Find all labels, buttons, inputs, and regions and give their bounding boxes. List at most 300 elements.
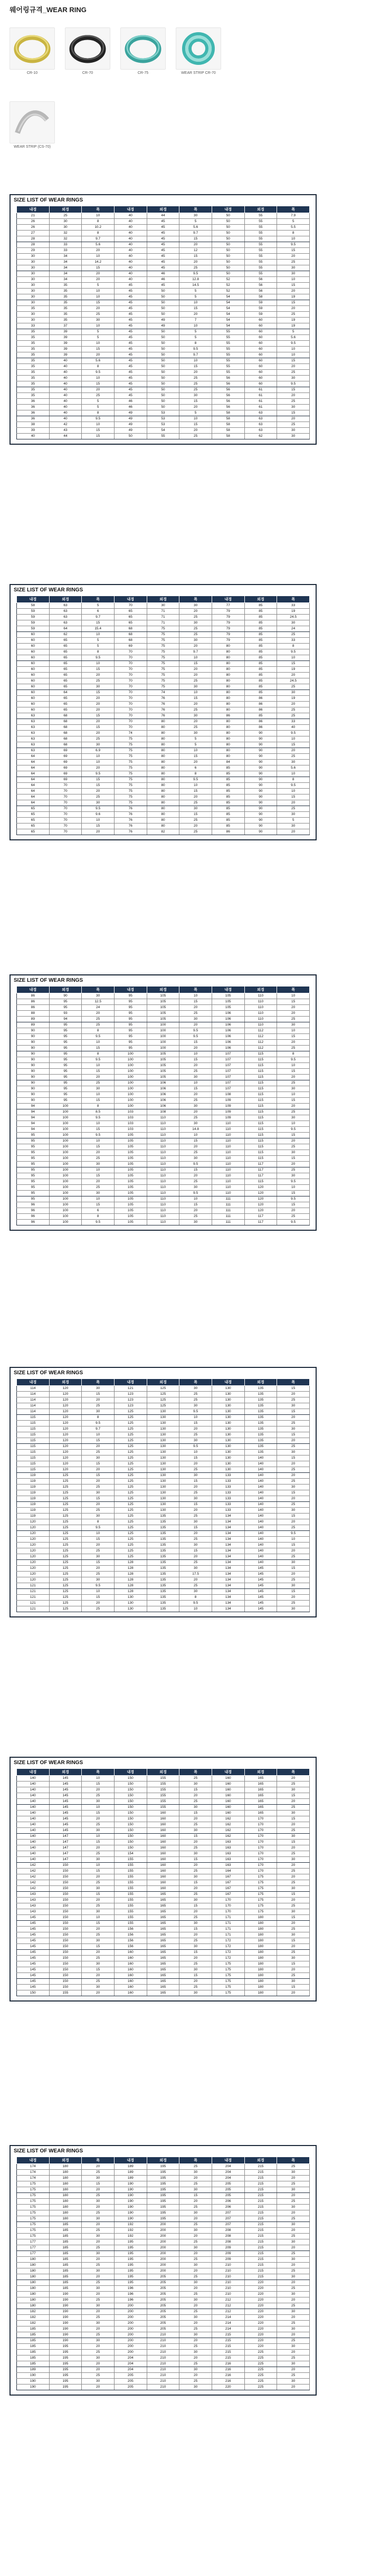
table-cell: 9.5 [82,1034,115,1040]
table-row [17,644,310,649]
table-row [17,1485,310,1490]
table-cell: 133 [212,1502,244,1508]
table-cell: 55 [244,271,277,277]
table-cell: 20 [277,1162,310,1167]
table-cell: 195 [49,2355,82,2361]
table-cell: 125 [114,1467,147,1473]
table-cell: 220 [244,2309,277,2315]
table-cell: 55 [212,341,244,347]
table-cell: 85 [244,667,277,673]
table-cell: 9.5 [179,1444,212,1450]
table-cell: 125 [49,1490,82,1496]
table-cell: 210 [212,2286,244,2292]
table-cell: 107 [212,1051,244,1057]
table-cell: 155 [147,1782,179,1787]
table-cell: 200 [147,2268,179,2274]
table-cell: 140 [244,1519,277,1525]
table-cell: 145 [49,1816,82,1822]
table-cell: 15 [179,1548,212,1554]
table-cell: 25 [277,2251,310,2257]
column-header: 외경 [49,987,82,993]
table-cell: 10 [277,1537,310,1543]
column-header: 내경 [114,1379,147,1386]
table-cell: 25 [277,2338,310,2344]
table-cell: 20 [179,1909,212,1915]
table-cell: 160 [147,1816,179,1822]
table-cell: 215 [244,2199,277,2205]
table-cell: 25 [179,1397,212,1403]
table-cell: 10 [179,1051,212,1057]
table-cell: 128 [114,1577,147,1583]
table-cell: 105 [114,1144,147,1150]
table-cell: 145 [17,1938,50,1944]
table-cell: 115 [244,1080,277,1086]
table-cell: 150 [114,1828,147,1834]
table-cell: 45 [147,254,179,260]
table-row [17,2332,310,2338]
table-cell: 209 [212,2245,244,2251]
header-row [17,987,310,993]
table-cell: 50 [147,294,179,300]
table-cell: 120 [49,1409,82,1415]
table-cell: 15 [82,1496,115,1502]
table-cell: 165 [147,1898,179,1903]
table-cell: 20 [82,829,115,835]
table-cell: 20 [179,260,212,265]
table-cell: 130 [212,1432,244,1438]
table-cell: 58 [212,434,244,439]
table-cell: 40 [114,248,147,254]
table-cell: 119 [17,1496,50,1502]
table-cell: 111 [212,1202,244,1208]
table-cell: 110 [147,1133,179,1138]
table-row [17,2373,310,2379]
table-cell: 163 [212,1857,244,1863]
table-row [17,1566,310,1572]
table-cell: 190 [49,2315,82,2321]
table-cell: 20 [277,254,310,260]
table-cell: 49 [114,416,147,422]
table-cell: 180 [17,2268,50,2274]
table-cell: 110 [212,1167,244,1173]
table-cell: 75 [147,684,179,690]
column-header: 폭 [82,2157,115,2164]
table-cell: 107 [212,1086,244,1092]
table-cell: 140 [244,1461,277,1467]
table-cell: 225 [244,2361,277,2367]
table-cell: 60 [244,381,277,387]
table-row [17,2274,310,2280]
table-row [17,626,310,632]
table-row [17,1537,310,1543]
table-cell: 30 [17,289,50,294]
table-cell: 90 [17,1098,50,1104]
table-row [17,2228,310,2234]
table-cell: 150 [49,1863,82,1869]
table-row [17,1069,310,1075]
table-row [17,1903,310,1909]
table-cell: 9.5 [82,771,115,777]
table-cell: 130 [147,1444,179,1450]
table-cell: 175 [17,2199,50,2205]
table-row [17,742,310,748]
table-cell: 25 [277,1109,310,1115]
table-cell: 15 [277,1432,310,1438]
table-row [17,2199,310,2205]
table-cell: 10 [179,993,212,999]
table-cell: 150 [49,1886,82,1892]
table-cell: 20 [179,702,212,707]
table-cell: 195 [114,2263,147,2268]
table-row [17,1606,310,1612]
table-cell: 200 [147,2251,179,2257]
table-cell: 20 [277,1415,310,1421]
table-cell: 170 [212,1898,244,1903]
table-cell: 150 [114,1834,147,1840]
table-cell: 20 [179,2338,212,2344]
table-row [17,823,310,829]
table-cell: 205 [212,2187,244,2193]
table-cell: 5 [82,644,115,649]
table-cell: 120 [17,1577,50,1583]
table-cell: 180 [17,2297,50,2303]
table-cell: 155 [114,1892,147,1898]
table-cell: 135 [147,1525,179,1531]
table-cell: 134 [212,1577,244,1583]
table-cell: 52 [212,277,244,283]
table-cell: 25 [277,2181,310,2187]
table-cell: 25 [82,2315,115,2321]
table-cell: 225 [244,2379,277,2385]
table-row [17,399,310,405]
table-cell: 30 [277,428,310,434]
table-cell: 61 [244,393,277,399]
table-cell: 143 [17,1898,50,1903]
table-cell: 125 [114,1508,147,1514]
table-cell: 180 [49,2205,82,2210]
table-cell: 130 [147,1496,179,1502]
table-cell: 125 [114,1485,147,1490]
table-cell: 180 [17,2257,50,2263]
table-cell: 95 [49,1086,82,1092]
table-cell: 30 [82,1554,115,1560]
table-cell: 133 [212,1479,244,1485]
table-cell: 134 [212,1566,244,1572]
table-cell: 25 [179,1214,212,1220]
table-cell: 75 [147,649,179,655]
table-cell: 19 [277,318,310,323]
table-cell: 145 [17,1927,50,1932]
table-cell: 95 [49,1022,82,1028]
table-cell: 100 [114,1092,147,1098]
table-row [17,329,310,335]
table-cell: 20 [82,2367,115,2373]
table-cell: 85 [212,823,244,829]
table-cell: 110 [147,1202,179,1208]
table-cell: 30 [82,2338,115,2344]
table-cell: 119 [17,1514,50,1519]
table-cell: 65 [114,609,147,615]
table-cell: 30 [277,1115,310,1121]
table-cell: 210 [147,2350,179,2355]
table-cell: 120 [17,1572,50,1577]
table-cell: 30 [179,1944,212,1950]
table-cell: 147 [49,1845,82,1851]
table-cell: 175 [212,1961,244,1967]
table-cell: 30 [179,2245,212,2251]
table-cell: 155 [114,1903,147,1909]
table-cell: 20 [179,644,212,649]
table-cell: 220 [244,2338,277,2344]
table-row [17,1799,310,1805]
table-cell: 205 [147,2280,179,2286]
table-cell: 25 [82,2193,115,2199]
table-cell: 30 [277,1834,310,1840]
table-cell: 53 [147,416,179,422]
table-cell: 215 [212,2344,244,2350]
table-cell: 115 [244,1092,277,1098]
table-cell: 140 [244,1485,277,1490]
table-cell: 12.8 [179,277,212,283]
table-row [17,1514,310,1519]
table-cell: 10 [82,754,115,760]
table-cell: 58 [244,294,277,300]
table-row [17,318,310,323]
table-cell: 15 [277,1514,310,1519]
table-cell: 59 [17,615,50,620]
table-cell: 206 [212,2205,244,2210]
table-cell: 35 [49,300,82,306]
table-cell: 10 [82,254,115,260]
table-cell: 5 [82,399,115,405]
table-cell: 170 [244,1857,277,1863]
table-cell: 105 [114,1138,147,1144]
table-cell: 50 [147,370,179,376]
table-cell: 63 [244,416,277,422]
table-cell: 160 [147,1822,179,1828]
table-cell: 90 [17,1075,50,1080]
table-cell: 140 [17,1851,50,1857]
table-cell: 15 [82,1392,115,1397]
table-cell: 225 [244,2350,277,2355]
table-cell: 205 [147,2326,179,2332]
table-row [17,1950,310,1956]
size-table-panel [9,2145,317,2396]
table-cell: 155 [147,1799,179,1805]
table-cell: 75 [114,771,147,777]
table-cell: 20 [277,1799,310,1805]
table-cell: 35 [17,352,50,358]
table-cell: 70 [49,800,82,806]
table-cell: 117 [244,1173,277,1179]
table-cell: 70 [49,812,82,818]
table-cell: 80 [147,783,179,789]
table-title: SIZE LIST OF WEAR RINGS [14,2148,83,2154]
table-cell: 65 [49,707,82,713]
table-cell: 170 [244,1816,277,1822]
table-cell: 135 [147,1566,179,1572]
table-cell: 76 [114,823,147,829]
table-cell: 20 [82,1898,115,1903]
table-cell: 180 [17,2292,50,2297]
table-cell: 20 [179,1863,212,1869]
table-cell: 165 [147,1961,179,1967]
table-row [17,1932,310,1938]
table-cell: 54 [212,294,244,300]
table-cell: 44 [49,434,82,439]
table-cell: 140 [17,1845,50,1851]
table-cell: 90 [17,1057,50,1063]
table-cell: 25 [277,260,310,265]
table-cell: 10 [179,323,212,329]
table-cell: 106 [147,1080,179,1086]
table-cell: 125 [49,1473,82,1479]
table-cell: 145 [17,1985,50,1990]
table-cell: 25 [179,615,212,620]
table-cell: 115 [244,1051,277,1057]
table-cell: 56 [212,393,244,399]
table-cell: 95 [49,1069,82,1075]
table-cell: 40 [49,405,82,410]
table-cell: 110 [147,1167,179,1173]
table-cell: 30 [277,760,310,765]
table-cell: 25 [82,794,115,800]
table-row [17,1979,310,1985]
table-cell: 25 [277,370,310,376]
table-cell: 15 [277,1133,310,1138]
table-cell: 25 [179,1560,212,1566]
table-cell: 195 [114,2280,147,2286]
table-cell: 100 [114,1069,147,1075]
table-cell: 140 [244,1508,277,1514]
table-cell: 100 [49,1220,82,1225]
table-cell: 30 [277,1909,310,1915]
table-cell: 15 [82,1595,115,1601]
table-cell: 20 [82,1927,115,1932]
table-cell: 45 [147,265,179,271]
table-cell: 106 [212,1022,244,1028]
table-cell: 142 [17,1869,50,1874]
table-cell: 25 [277,1869,310,1874]
table-cell: 130 [212,1455,244,1461]
table-cell: 135 [147,1595,179,1601]
table-cell: 109 [212,1109,244,1115]
table-cell: 30 [277,1173,310,1179]
table-cell: 45 [114,358,147,364]
table-cell: 70 [49,823,82,829]
table-cell: 9.5 [179,347,212,352]
table-cell: 175 [17,2234,50,2239]
table-cell: 30 [277,1956,310,1961]
table-cell: 120 [49,1450,82,1455]
table-cell: 35 [17,341,50,347]
table-cell: 61 [244,387,277,393]
table-cell: 115 [17,1426,50,1432]
table-cell: 145 [244,1583,277,1589]
table-cell: 130 [212,1426,244,1432]
table-cell: 45 [147,225,179,231]
table-cell: 100 [114,1057,147,1063]
table-cell: 175 [17,2187,50,2193]
table-cell: 20 [82,1845,115,1851]
table-cell: 170 [244,1828,277,1834]
table-cell: 216 [212,2361,244,2367]
table-cell: 30 [277,1086,310,1092]
table-cell: 25 [277,1479,310,1485]
table-cell: 25 [82,1979,115,1985]
table-cell: 90 [244,742,277,748]
table-cell: 190 [114,2210,147,2216]
table-cell: 205 [147,2315,179,2321]
table-cell: 20 [277,1392,310,1397]
table-cell: 15 [82,1921,115,1927]
table-cell: 134 [212,1595,244,1601]
table-cell: 80 [147,777,179,783]
table-cell: 20 [179,2373,212,2379]
table-cell: 55 [244,213,277,219]
table-cell: 20 [277,1138,310,1144]
table-cell: 110 [147,1214,179,1220]
table-cell: 25 [179,387,212,393]
table-cell: 20 [277,1208,310,1214]
table-cell: 49 [114,410,147,416]
table-row [17,393,310,399]
table-cell: 76 [147,707,179,713]
table-cell: 32 [49,236,82,242]
table-cell: 189 [114,2176,147,2181]
table-cell: 165 [147,1944,179,1950]
table-cell: 162 [212,1822,244,1828]
table-cell: 20 [277,364,310,370]
table-cell: 15 [179,236,212,242]
table-cell: 155 [114,1921,147,1927]
table-cell: 15 [277,1793,310,1799]
table-cell: 20 [277,1595,310,1601]
column-header: 외경 [147,596,179,603]
table-cell: 160 [147,1828,179,1834]
table-cell: 25 [179,1799,212,1805]
table-cell: 9.5 [82,1133,115,1138]
table-cell: 50 [147,352,179,358]
table-cell: 110 [147,1121,179,1127]
table-cell: 33 [277,603,310,609]
table-cell: 27 [17,231,50,236]
table-cell: 145 [49,1787,82,1793]
table-cell: 10 [82,1167,115,1173]
table-cell: 215 [244,2239,277,2245]
table-cell: 9.7 [179,231,212,236]
table-row [17,1548,310,1554]
table-cell: 133 [212,1490,244,1496]
table-row [17,370,310,376]
size-table [16,1378,310,1612]
table-cell: 110 [244,1011,277,1017]
table-cell: 70 [114,725,147,731]
header-row [17,1379,310,1386]
column-header: 외경 [147,206,179,213]
table-cell: 215 [244,2210,277,2216]
table-cell: 75 [114,765,147,771]
table-cell: 200 [114,2332,147,2338]
table-cell: 45 [114,283,147,289]
table-cell: 165 [147,1932,179,1938]
table-cell: 190 [49,2309,82,2315]
table-cell: 55 [244,265,277,271]
table-cell: 30 [179,1805,212,1811]
table-row [17,1577,310,1583]
table-cell: 20 [277,2280,310,2286]
table-row [17,213,310,219]
